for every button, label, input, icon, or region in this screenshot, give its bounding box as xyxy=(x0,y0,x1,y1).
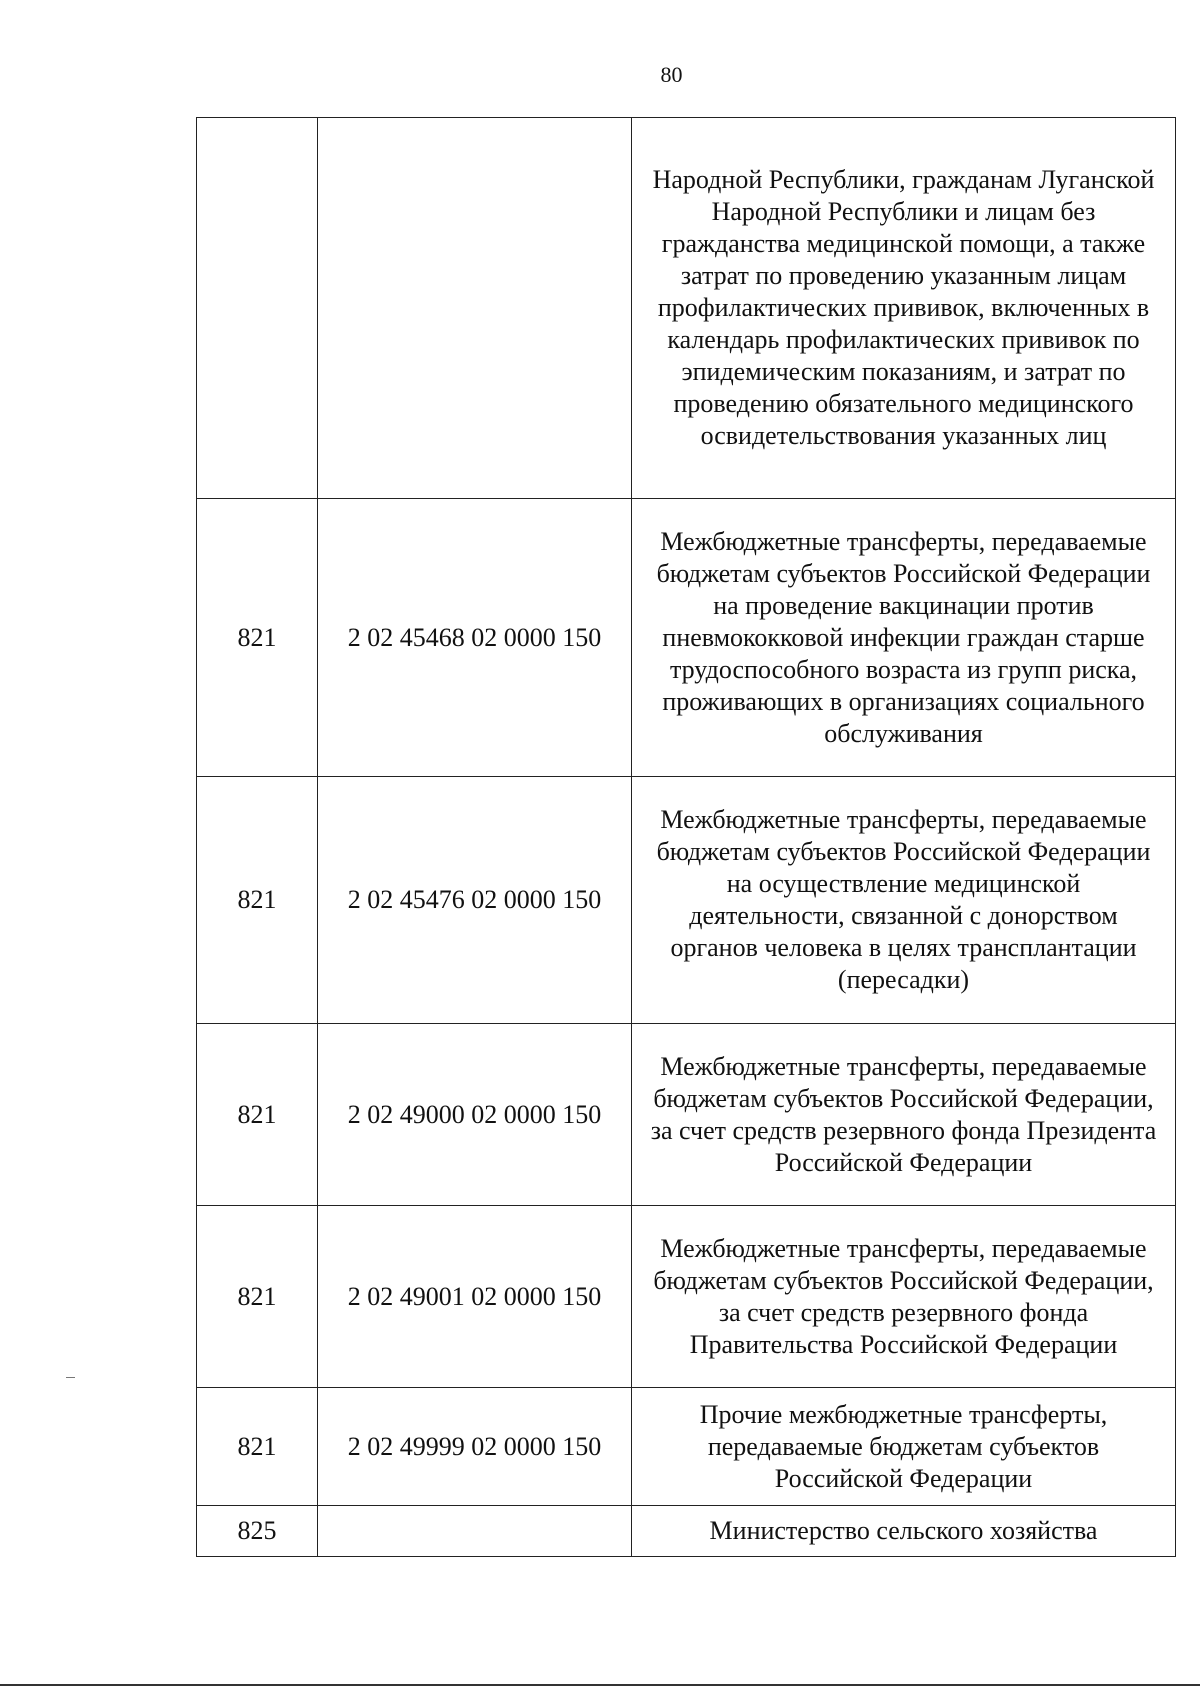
income-name-cell: Межбюджетные трансферты, передаваемые бюджетам субъектов Российской Федерации на осуществление медицинской деятельности, связанной с донорством органов человека в целях трансплантации (пересадки) xyxy=(632,777,1176,1024)
income-name-cell: Народной Республики, гражданам Луганской Народной Республики и лицам без гражданства медицинской помощи, а также затрат по проведению указанным лицам профилактических прививок, включенных в календарь профилактических прививок по эпидемическим показаниям, и затрат по проведению обязательного медицинского освидетельствования указанных лиц xyxy=(632,118,1176,499)
income-name-cell: Министерство сельского хозяйства xyxy=(632,1506,1176,1557)
income-name-cell: Прочие межбюджетные трансферты, передаваемые бюджетам субъектов Российской Федерации xyxy=(632,1388,1176,1506)
table-row xyxy=(197,118,1176,499)
income-code-cell: 2 02 45476 02 0000 150 xyxy=(318,777,632,1024)
page-number: 80 xyxy=(660,62,683,87)
page-bottom-rule xyxy=(0,1684,1200,1686)
income-code-cell xyxy=(318,118,632,499)
table-row xyxy=(197,777,1176,1024)
admin-code-cell: 821 xyxy=(197,1206,318,1388)
income-name-cell: Межбюджетные трансферты, передаваемые бюджетам субъектов Российской Федерации на проведение вакцинации против пневмококковой инфекции граждан старше трудоспособного возраста из групп риска, проживающих в организациях социального обслуживания xyxy=(632,499,1176,777)
budget-classification-table xyxy=(196,117,1176,1557)
margin-mark xyxy=(66,1377,75,1378)
income-code-cell xyxy=(318,1506,632,1557)
income-code-cell: 2 02 49999 02 0000 150 xyxy=(318,1388,632,1506)
table-row xyxy=(197,499,1176,777)
table-row xyxy=(197,1388,1176,1506)
admin-code-cell: 821 xyxy=(197,777,318,1024)
admin-code-cell xyxy=(197,118,318,499)
admin-code-cell: 821 xyxy=(197,1024,318,1206)
income-code-cell: 2 02 49001 02 0000 150 xyxy=(318,1206,632,1388)
income-code-cell: 2 02 49000 02 0000 150 xyxy=(318,1024,632,1206)
table-row xyxy=(197,1506,1176,1557)
table-row xyxy=(197,1024,1176,1206)
table-row xyxy=(197,1206,1176,1388)
income-name-cell: Межбюджетные трансферты, передаваемые бюджетам субъектов Российской Федерации, за счет средств резервного фонда Президента Российской Федерации xyxy=(632,1024,1176,1206)
admin-code-cell: 821 xyxy=(197,499,318,777)
admin-code-cell: 821 xyxy=(197,1388,318,1506)
income-code-cell: 2 02 45468 02 0000 150 xyxy=(318,499,632,777)
admin-code-cell: 825 xyxy=(197,1506,318,1557)
income-name-cell: Межбюджетные трансферты, передаваемые бюджетам субъектов Российской Федерации, за счет средств резервного фонда Правительства Российской Федерации xyxy=(632,1206,1176,1388)
